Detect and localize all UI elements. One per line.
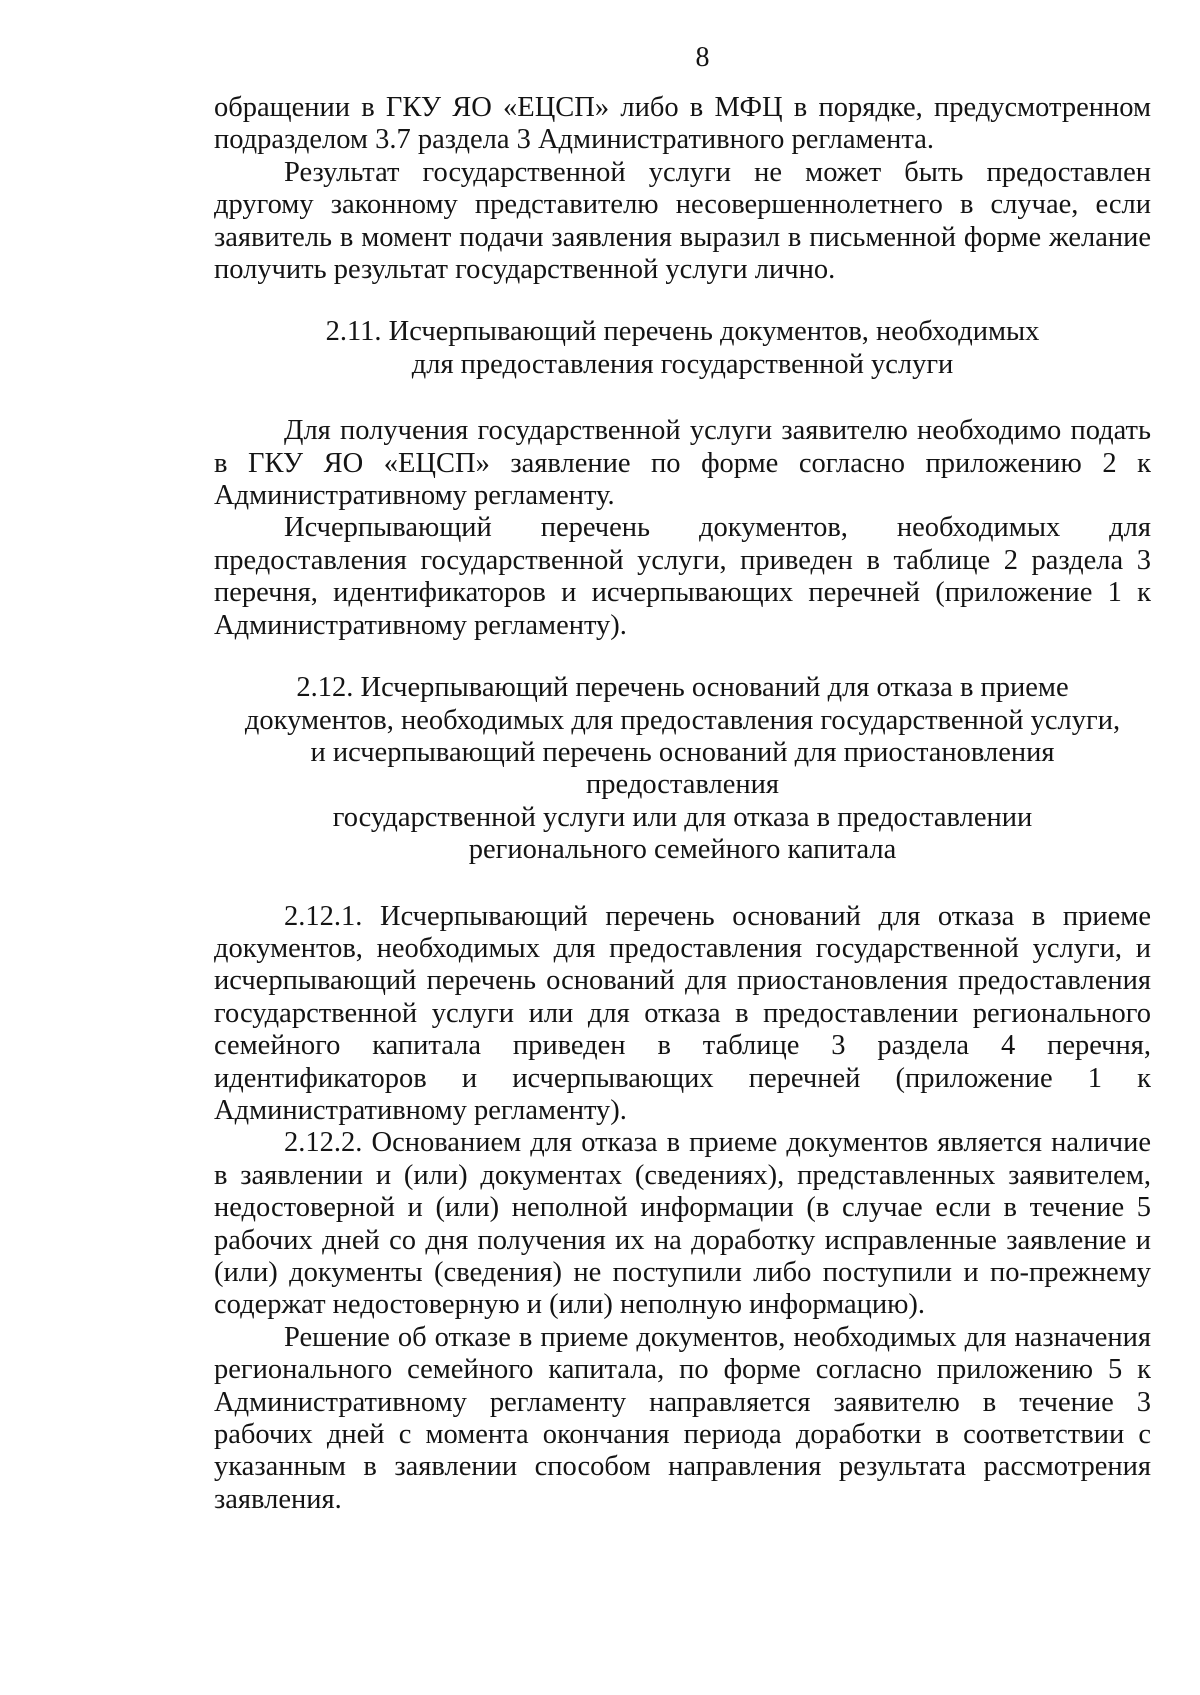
- heading-line: документов, необходимых для предоставления государственной услуги,: [244, 704, 1121, 736]
- heading-line: государственной услуги или для отказа в предоставлении: [332, 801, 1033, 833]
- paragraph-2-12-2: 2.12.2. Основанием для отказа в приеме документов является наличие в заявлении и (или) документах (сведениях), представленных заявителем, недостоверной и (или) неполной информации (в случае если в течение 5 рабочих дней со дня получения их на доработку исправленные заявление и (или) документы (сведения) не поступили либо поступили и по-прежнему содержат недостоверную и (или) неполную информацию).: [214, 1127, 1151, 1321]
- paragraph-application-form: Для получения государственной услуги заявителю необходимо подать в ГКУ ЯО «ЕЦСП» заявление по форме согласно приложению 2 к Административному регламенту.: [214, 415, 1151, 512]
- paragraph-refusal-decision: Решение об отказе в приеме документов, необходимых для назначения регионального семейного капитала, по форме согласно приложению 5 к Административному регламенту направляется заявителю в течение 3 рабочих дней с момента окончания периода доработки в соответствии с указанным в заявлении способом направления результата рассмотрения заявления.: [214, 1321, 1151, 1515]
- document-page: [214, 42, 1151, 1516]
- paragraph-2-12-1: 2.12.1. Исчерпывающий перечень оснований для отказа в приеме документов, необходимых для предоставления государственной услуги, и исчерпывающий перечень оснований для приостановления предоставления государственной услуги или для отказа в предоставлении регионального семейного капитала приведен в таблице 3 раздела 4 перечня, идентификаторов и исчерпывающих перечней (приложение 1 к Административному регламенту).: [214, 900, 1151, 1126]
- paragraph-result-representative: Результат государственной услуги не может быть предоставлен другому законному представителю несовершеннолетнего в случае, если заявитель в момент подачи заявления выразил в письменной форме желание получить результат государственной услуги лично.: [214, 156, 1151, 286]
- heading-line: 2.11. Исчерпывающий перечень документов, необходимых: [325, 316, 1040, 348]
- heading-line: регионального семейного капитала: [468, 834, 897, 866]
- paragraph-continuation: обращении в ГКУ ЯО «ЕЦСП» либо в МФЦ в порядке, предусмотренном подразделом 3.7 раздела 3 Административного регламента.: [214, 92, 1151, 156]
- section-2-12-heading: [214, 672, 1151, 866]
- page-number: 8: [695, 42, 710, 73]
- heading-line: 2.12. Исчерпывающий перечень оснований для отказа в приеме: [296, 672, 1069, 704]
- section-2-11-heading: [214, 316, 1151, 381]
- heading-line: и исчерпывающий перечень оснований для приостановления предоставления: [310, 736, 1055, 801]
- heading-line: для предоставления государственной услуги: [411, 348, 954, 380]
- paragraph-documents-list: Исчерпывающий перечень документов, необходимых для предоставления государственной услуги, приведен в таблице 2 раздела 3 перечня, идентификаторов и исчерпывающих перечней (приложение 1 к Административному регламенту).: [214, 512, 1151, 641]
